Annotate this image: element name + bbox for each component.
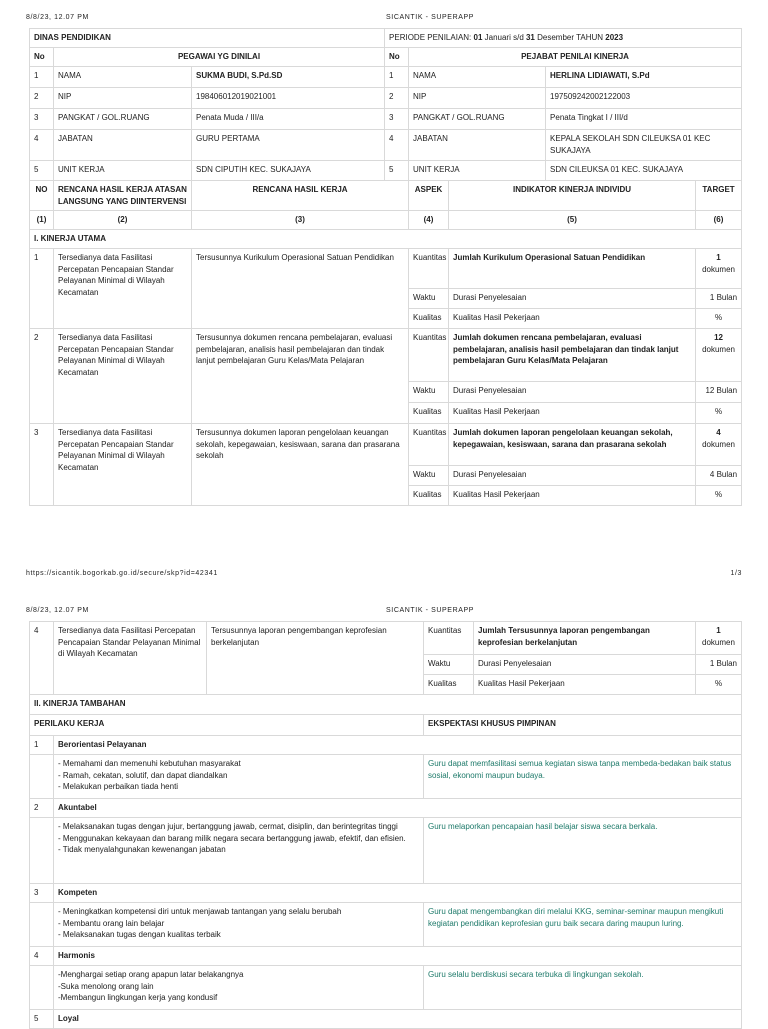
perilaku-point: -Suka menolong orang lain — [58, 981, 154, 991]
target-number: 4 — [716, 428, 721, 437]
indikator-kuantitas: Jumlah Kurikulum Operasional Satuan Pendidikan — [449, 249, 696, 289]
kinerja-item-row — [30, 424, 742, 466]
aspek-waktu: Waktu — [424, 655, 474, 675]
item-no: 2 — [30, 329, 54, 424]
perilaku-points — [54, 966, 424, 1010]
perilaku-blank — [30, 755, 54, 799]
perilaku-no: 5 — [30, 1010, 54, 1029]
perilaku-point: - Melakukan perbaikan tiada henti — [58, 782, 179, 791]
item-no: 1 — [30, 249, 54, 329]
item-no: 3 — [30, 424, 54, 506]
target-kualitas: % — [696, 486, 742, 506]
identity-no: 4 — [30, 130, 54, 161]
indikator-kualitas: Kualitas Hasil Pekerjaan — [449, 486, 696, 506]
perilaku-point: - Meningkatkan kompetensi diri untuk menjawab tantangan yang selalu berubah — [58, 907, 342, 916]
section-kinerja-utama: I. KINERJA UTAMA — [30, 230, 742, 249]
identity-label: JABATAN — [54, 130, 192, 161]
perilaku-title-row — [30, 799, 742, 818]
perilaku-expectation: Guru melaporkan pencapaian hasil belajar siswa secara berkala. — [424, 818, 742, 884]
ekspektasi-col: EKSPEKTASI KHUSUS PIMPINAN — [424, 715, 742, 736]
perilaku-title: Kompeten — [54, 884, 742, 903]
target-unit: dokumen — [702, 344, 735, 354]
identity-no: 5 — [385, 161, 409, 181]
section-row — [30, 695, 742, 715]
identity-agency-row — [30, 29, 742, 48]
target-kuantitas — [696, 424, 742, 466]
item-rencana: Tersusunnya Kurikulum Operasional Satuan Pendidikan — [192, 249, 409, 329]
perilaku-expectation: Guru selalu berdiskusi secara terbuka di lingkungan sekolah. — [424, 966, 742, 1010]
print-app-title: SICANTIK - SUPERAPP — [386, 607, 475, 614]
perilaku-blank — [30, 818, 54, 884]
indikator-waktu: Durasi Penyelesaian — [474, 655, 696, 675]
item-no: 4 — [30, 622, 54, 695]
identity-row — [30, 67, 742, 88]
skp-table-page1 — [29, 28, 742, 506]
aspek-kualitas: Kualitas — [409, 309, 449, 329]
item-atasan: Tersedianya data Fasilitasi Percepatan Pencapaian Standar Pelayanan Minimal di Wilayah Kecamatan — [54, 249, 192, 329]
aspek-kualitas: Kualitas — [409, 486, 449, 506]
perilaku-no: 2 — [30, 799, 54, 818]
identity-label: NIP — [409, 88, 546, 109]
perilaku-blank — [30, 966, 54, 1010]
aspek-kuantitas: Kuantitas — [409, 249, 449, 289]
perilaku-point: - Menggunakan kekayaan dan barang milik negara secara bertanggung jawab, efektif, dan efisien. — [58, 833, 406, 843]
perilaku-expectation: Guru dapat mengembangkan diri melalui KKG, seminar-seminar maupun mengikuti kegiatan pendidikan keprofesian guru baik secara daring maupun luring. — [424, 903, 742, 947]
col-pegawai: PEGAWAI YG DINILAI — [54, 48, 385, 67]
indikator-kualitas: Kualitas Hasil Pekerjaan — [449, 403, 696, 424]
skp-table-page2 — [29, 621, 742, 1029]
plan-col-indikator: INDIKATOR KINERJA INDIVIDU — [449, 181, 696, 211]
pejabat-value: KEPALA SEKOLAH SDN CILEUKSA 01 KEC SUKAJAYA — [546, 130, 742, 161]
perilaku-points — [54, 755, 424, 799]
plan-col-rencana: RENCANA HASIL KERJA — [192, 181, 409, 211]
plan-col-target: TARGET — [696, 181, 742, 211]
perilaku-point: - Ramah, cekatan, solutif, dan dapat diandalkan — [58, 770, 228, 780]
target-kualitas: % — [696, 675, 742, 695]
perilaku-title: Berorientasi Pelayanan — [54, 736, 742, 755]
identity-row — [30, 88, 742, 109]
print-url[interactable]: https://sicantik.bogorkab.go.id/secure/skp?id=42341 — [26, 570, 218, 577]
aspek-waktu: Waktu — [409, 466, 449, 486]
section-row — [30, 230, 742, 249]
plan-num: (4) — [409, 211, 449, 230]
perilaku-points — [54, 903, 424, 947]
item-rencana: Tersusunnya laporan pengembangan keprofesian berkelanjutan — [207, 622, 424, 695]
perilaku-detail-row — [30, 755, 742, 799]
section-kinerja-tambahan: II. KINERJA TAMBAHAN — [30, 695, 742, 715]
plan-num: (6) — [696, 211, 742, 230]
target-kualitas: % — [696, 403, 742, 424]
period-label: PERIODE PENILAIAN: — [389, 33, 474, 42]
col-no-2: No — [385, 48, 409, 67]
perilaku-blank — [30, 903, 54, 947]
period-to-rest: Desember TAHUN — [534, 33, 606, 42]
perilaku-detail-row — [30, 818, 742, 884]
pejabat-value: HERLINA LIDIAWATI, S.Pd — [546, 67, 742, 88]
aspek-waktu: Waktu — [409, 289, 449, 309]
pegawai-value: 198406012019021001 — [192, 88, 385, 109]
perilaku-point: - Memahami dan memenuhi kebutuhan masyarakat — [58, 759, 241, 768]
perilaku-expectation: Guru dapat memfasilitasi semua kegiatan siswa tanpa membeda-bedakan baik status sosial, ekonomi maupun budaya. — [424, 755, 742, 799]
print-app-title: SICANTIK - SUPERAPP — [386, 14, 475, 21]
col-no: No — [30, 48, 54, 67]
plan-num: (1) — [30, 211, 54, 230]
indikator-kuantitas: Jumlah dokumen rencana pembelajaran, evaluasi pembelajaran, analisis hasil pembelajaran dan tindak lanjut pembelajaran Guru Kelas/Mata Pelajaran — [449, 329, 696, 382]
aspek-kuantitas: Kuantitas — [424, 622, 474, 655]
period-cell — [385, 29, 742, 48]
perilaku-title: Harmonis — [54, 947, 742, 966]
perilaku-point: - Melaksanakan tugas dengan jujur, bertanggung jawab, cermat, disiplin, dan berintegritas tinggi — [58, 822, 398, 831]
identity-no: 3 — [385, 109, 409, 130]
identity-label: PANGKAT / GOL.RUANG — [409, 109, 546, 130]
target-unit: dokumen — [702, 264, 735, 274]
period-year: 2023 — [605, 33, 624, 42]
plan-col-no: NO — [30, 181, 54, 211]
identity-no: 2 — [385, 88, 409, 109]
item-atasan: Tersedianya data Fasilitasi Percepatan Pencapaian Standar Pelayanan Minimal di Wilayah Kecamatan — [54, 424, 192, 506]
plan-num: (2) — [54, 211, 192, 230]
pejabat-value: SDN CILEUKSA 01 KEC. SUKAJAYA — [546, 161, 742, 181]
plan-num: (3) — [192, 211, 409, 230]
identity-no: 3 — [30, 109, 54, 130]
target-number: 1 — [716, 626, 721, 635]
plan-number-row — [30, 211, 742, 230]
pegawai-value: Penata Muda / III/a — [192, 109, 385, 130]
target-unit: dokumen — [702, 637, 735, 647]
identity-no: 1 — [30, 67, 54, 88]
indikator-kuantitas: Jumlah Tersusunnya laporan pengembangan keprofesian berkelanjutan — [474, 622, 696, 655]
identity-header-row — [30, 48, 742, 67]
period-from-day: 01 — [473, 33, 483, 42]
perilaku-no: 4 — [30, 947, 54, 966]
indikator-waktu: Durasi Penyelesaian — [449, 289, 696, 309]
plan-num: (5) — [449, 211, 696, 230]
identity-label: PANGKAT / GOL.RUANG — [54, 109, 192, 130]
item-atasan: Tersedianya data Fasilitasi Percepatan Pencapaian Standar Pelayanan Minimal di Wilayah Kecamatan — [54, 622, 207, 695]
kinerja-item-row — [30, 622, 742, 655]
indikator-kualitas: Kualitas Hasil Pekerjaan — [449, 309, 696, 329]
identity-row — [30, 130, 742, 161]
indikator-waktu: Durasi Penyelesaian — [449, 466, 696, 486]
target-unit: dokumen — [702, 439, 735, 449]
perilaku-title-row — [30, 884, 742, 903]
period-to-day: 31 — [525, 33, 535, 42]
identity-label: UNIT KERJA — [54, 161, 192, 181]
perilaku-detail-row — [30, 966, 742, 1010]
target-waktu: 12 Bulan — [696, 382, 742, 403]
identity-no: 4 — [385, 130, 409, 161]
pegawai-value: GURU PERTAMA — [192, 130, 385, 161]
target-kuantitas — [696, 249, 742, 289]
indikator-waktu: Durasi Penyelesaian — [449, 382, 696, 403]
pejabat-value: 197509242002122003 — [546, 88, 742, 109]
pegawai-value: SDN CIPUTIH KEC. SUKAJAYA — [192, 161, 385, 181]
agency-name: DINAS PENDIDIKAN — [30, 29, 385, 48]
identity-label: NAMA — [54, 67, 192, 88]
identity-no: 2 — [30, 88, 54, 109]
page-number: 1/3 — [730, 570, 742, 577]
perilaku-col: PERILAKU KERJA — [30, 715, 424, 736]
perilaku-header-row — [30, 715, 742, 736]
target-waktu: 4 Bulan — [696, 466, 742, 486]
identity-row — [30, 109, 742, 130]
item-rencana: Tersusunnya dokumen laporan pengelolaan keuangan sekolah, kepegawaian, kesiswaan, sarana dan prasarana sekolah — [192, 424, 409, 506]
print-date: 8/8/23, 12.07 PM — [26, 607, 89, 614]
perilaku-point: -Menghargai setiap orang apapun latar belakangnya — [58, 970, 244, 979]
perilaku-detail-row — [30, 903, 742, 947]
indikator-kualitas: Kualitas Hasil Pekerjaan — [474, 675, 696, 695]
plan-col-atasan: RENCANA HASIL KERJA ATASAN LANGSUNG YANG DIINTERVENSI — [54, 181, 192, 211]
pegawai-value: SUKMA BUDI, S.Pd.SD — [192, 67, 385, 88]
target-kuantitas — [696, 622, 742, 655]
target-number: 12 — [714, 333, 723, 342]
identity-label: NIP — [54, 88, 192, 109]
print-date: 8/8/23, 12.07 PM — [26, 14, 89, 21]
item-rencana: Tersusunnya dokumen rencana pembelajaran, evaluasi pembelajaran, analisis hasil pembelajaran dan tindak lanjut pembelajaran Guru Kelas/Mata Pelajaran — [192, 329, 409, 424]
col-pejabat: PEJABAT PENILAI KINERJA — [409, 48, 742, 67]
perilaku-title: Loyal — [54, 1010, 742, 1029]
target-waktu: 1 Bulan — [696, 289, 742, 309]
identity-label: UNIT KERJA — [409, 161, 546, 181]
perilaku-no: 1 — [30, 736, 54, 755]
identity-no: 1 — [385, 67, 409, 88]
identity-label: JABATAN — [409, 130, 546, 161]
period-from-rest: Januari s/d — [482, 33, 526, 42]
perilaku-title-row — [30, 947, 742, 966]
perilaku-no: 3 — [30, 884, 54, 903]
perilaku-title-row — [30, 1010, 742, 1029]
identity-row — [30, 161, 742, 181]
perilaku-title-row — [30, 736, 742, 755]
perilaku-point: - Membantu orang lain belajar — [58, 918, 165, 928]
plan-header-row — [30, 181, 742, 211]
perilaku-point: - Melaksanakan tugas dengan kualitas terbaik — [58, 930, 221, 939]
identity-label: NAMA — [409, 67, 546, 88]
aspek-kuantitas: Kuantitas — [409, 424, 449, 466]
aspek-kualitas: Kualitas — [424, 675, 474, 695]
perilaku-title: Akuntabel — [54, 799, 742, 818]
item-atasan: Tersedianya data Fasilitasi Percepatan Pencapaian Standar Pelayanan Minimal di Wilayah Kecamatan — [54, 329, 192, 424]
aspek-waktu: Waktu — [409, 382, 449, 403]
perilaku-points — [54, 818, 424, 884]
pejabat-value: Penata Tingkat I / III/d — [546, 109, 742, 130]
plan-col-aspek: ASPEK — [409, 181, 449, 211]
aspek-kualitas: Kualitas — [409, 403, 449, 424]
perilaku-point: -Membangun lingkungan kerja yang kondusif — [58, 993, 218, 1002]
aspek-kuantitas: Kuantitas — [409, 329, 449, 382]
target-number: 1 — [716, 253, 721, 262]
perilaku-point: - Tidak menyalahgunakan kewenangan jabatan — [58, 845, 226, 854]
kinerja-item-row — [30, 329, 742, 382]
target-kualitas: % — [696, 309, 742, 329]
target-waktu: 1 Bulan — [696, 655, 742, 675]
target-kuantitas — [696, 329, 742, 382]
kinerja-item-row — [30, 249, 742, 289]
identity-no: 5 — [30, 161, 54, 181]
indikator-kuantitas: Jumlah dokumen laporan pengelolaan keuangan sekolah, kepegawaian, kesiswaan, sarana dan prasarana sekolah — [449, 424, 696, 466]
